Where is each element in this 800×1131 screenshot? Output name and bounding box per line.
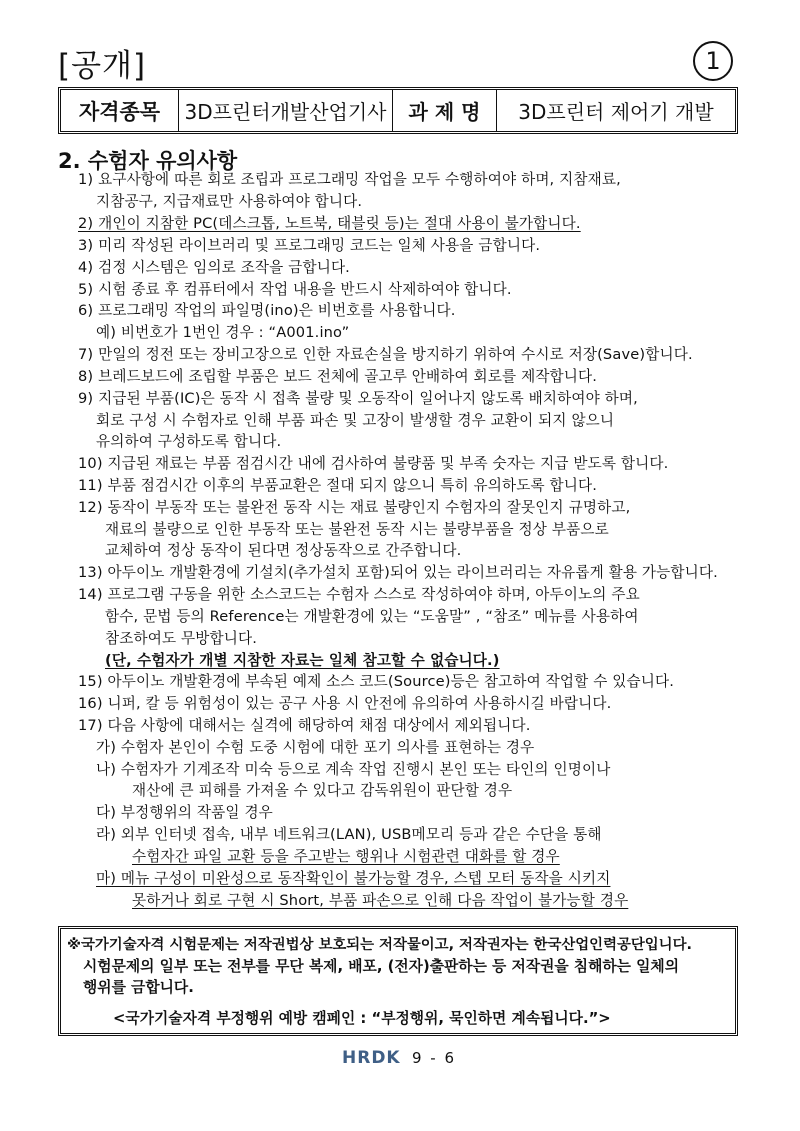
campaign-line: <국가기술자격 부정행위 예방 캠페인 : “부정행위, 묵인하면 계속됩니다.”> xyxy=(113,1010,611,1027)
note-line: 6) 프로그래밍 작업의 파일명(ino)은 비번호를 사용합니다. xyxy=(78,302,456,319)
note-line: 2) 개인이 지참한 PC(데스크톱, 노트북, 태블릿 등)는 절대 사용이 불가합니다. xyxy=(78,215,581,232)
note-line: 3) 미리 작성된 라이브러리 및 프로그래밍 코드는 일체 사용을 금합니다. xyxy=(78,237,541,254)
note-line: 15) 아두이노 개발환경에 부속된 예제 소스 코드(Source)등은 참고하여 작업할 수 있습니다. xyxy=(78,673,675,690)
note-line: 8) 브레드보드에 조립할 부품은 보드 전체에 골고루 안배하여 회로를 제작합니다. xyxy=(78,368,598,385)
note-line: 5) 시험 종료 후 컴퓨터에서 작업 내용을 반드시 삭제하여야 합니다. xyxy=(78,281,512,298)
hrdk-logo: HRDK xyxy=(342,1048,401,1068)
note-line: 예) 비번호가 1번인 경우 : “A001.ino” xyxy=(96,324,350,341)
task-value: 3D프린터 제어기 개발 xyxy=(518,100,714,124)
note-line: 지참공구, 지급재료만 사용하여야 합니다. xyxy=(96,193,363,210)
note-line: 4) 검정 시스템은 임의로 조작을 금합니다. xyxy=(78,259,350,276)
note-line: 12) 동작이 부동작 또는 불완전 동작 시는 재료 불량인지 수험자의 잘못인지 규명하고, xyxy=(78,499,631,516)
note-line: 함수, 문법 등의 Reference는 개발환경에 있는 “도움말” , “참조” 메뉴를 사용하여 xyxy=(105,608,639,625)
note-line: 유의하여 구성하도록 합니다. xyxy=(96,433,282,450)
note-line: 다) 부정행위의 작품일 경우 xyxy=(96,804,273,821)
note-line: 7) 만일의 정전 또는 장비고장으로 인한 자료손실을 방지하기 위하여 수시로 저장(Save)합니다. xyxy=(78,346,693,363)
note-line: 라) 외부 인터넷 접속, 내부 네트워크(LAN), USB메모리 등과 같은 수단을 통해 xyxy=(96,826,602,843)
info-table xyxy=(58,87,738,134)
note-line: 못하거나 회로 구현 시 Short, 부품 파손으로 인해 다음 작업이 불가능할 경우 xyxy=(132,892,629,909)
category-value: 3D프린터개발산업기사 xyxy=(179,90,393,131)
label-category: 자격종목 xyxy=(61,90,179,131)
note-line: 1) 요구사항에 따른 회로 조립과 프로그래밍 작업을 모두 수행하여야 하며, 지참재료, xyxy=(78,171,621,188)
note-line: 수험자간 파일 교환 등을 주고받는 행위나 시험관련 대화를 할 경우 xyxy=(132,848,560,865)
note-line: 14) 프로그램 구동을 위한 소스코드는 수험자 스스로 작성하여야 하며, 아두이노의 주요 xyxy=(78,586,640,603)
copyright-notice-box xyxy=(58,926,738,1036)
note-line: 11) 부품 점검시간 이후의 부품교환은 절대 되지 않으니 특히 유의하도록 합니다. xyxy=(78,477,598,494)
note-line: 재산에 큰 피해를 가져올 수 있다고 감독위원이 판단할 경우 xyxy=(132,782,513,799)
public-tag: [공개] xyxy=(58,48,147,84)
note-line: 16) 니퍼, 칼 등 위험성이 있는 공구 사용 시 안전에 유의하여 사용하시길 바랍니다. xyxy=(78,695,612,712)
note-line: 10) 지급된 재료는 부품 점검시간 내에 검사하여 불량품 및 부족 숫자는 지급 받도록 합니다. xyxy=(78,455,669,472)
note-line: 나) 수험자가 기계조작 미숙 등으로 계속 작업 진행시 본인 또는 타인의 인명이나 xyxy=(96,761,611,778)
note-line: 17) 다음 사항에 대해서는 실격에 해당하여 채점 대상에서 제외됩니다. xyxy=(78,717,531,734)
page-circle-number: 1 xyxy=(693,41,733,81)
note-line: 참조하여도 무방합니다. xyxy=(105,630,258,647)
note-line: 9) 지급된 부품(IC)은 동작 시 접촉 불량 및 오동작이 일어나지 않도록 배치하여야 하며, xyxy=(78,390,638,407)
note-line: 마) 메뉴 구성이 미완성으로 동작확인이 불가능할 경우, 스텝 모터 동작을 시키지 xyxy=(96,870,611,887)
notice-line: 시험문제의 일부 또는 전부를 무단 복제, 배포, (전자)출판하는 등 저작권을 침해하는 일체의 xyxy=(83,958,680,975)
notice-line: ※국가기술자격 시험문제는 저작권법상 보호되는 저작물이고, 저작권자는 한국산업인력공단입니다. xyxy=(67,937,692,953)
notice-line: 행위를 금합니다. xyxy=(83,979,194,996)
label-task: 과 제 명 xyxy=(393,90,497,131)
section-title: 2. 수험자 유의사항 xyxy=(58,149,238,173)
footer-page-number: 9 - 6 xyxy=(412,1049,457,1067)
note-line: 회로 구성 시 수험자로 인해 부품 파손 및 고장이 발생할 경우 교환이 되지 않으니 xyxy=(96,412,615,429)
note-line: 교체하여 정상 동작이 된다면 정상동작으로 간주합니다. xyxy=(105,542,462,559)
note-line: (단, 수험자가 개별 지참한 자료는 일체 참고할 수 없습니다.) xyxy=(105,652,500,669)
note-line: 가) 수험자 본인이 수험 도중 시험에 대한 포기 의사를 표현하는 경우 xyxy=(96,739,535,756)
note-line: 재료의 불량으로 인한 부동작 또는 불완전 동작 시는 불량부품을 정상 부품으로 xyxy=(105,521,609,538)
note-line: 13) 아두이노 개발환경에 기설치(추가설치 포함)되어 있는 라이브러리는 자유롭게 활용 가능합니다. xyxy=(78,564,718,581)
